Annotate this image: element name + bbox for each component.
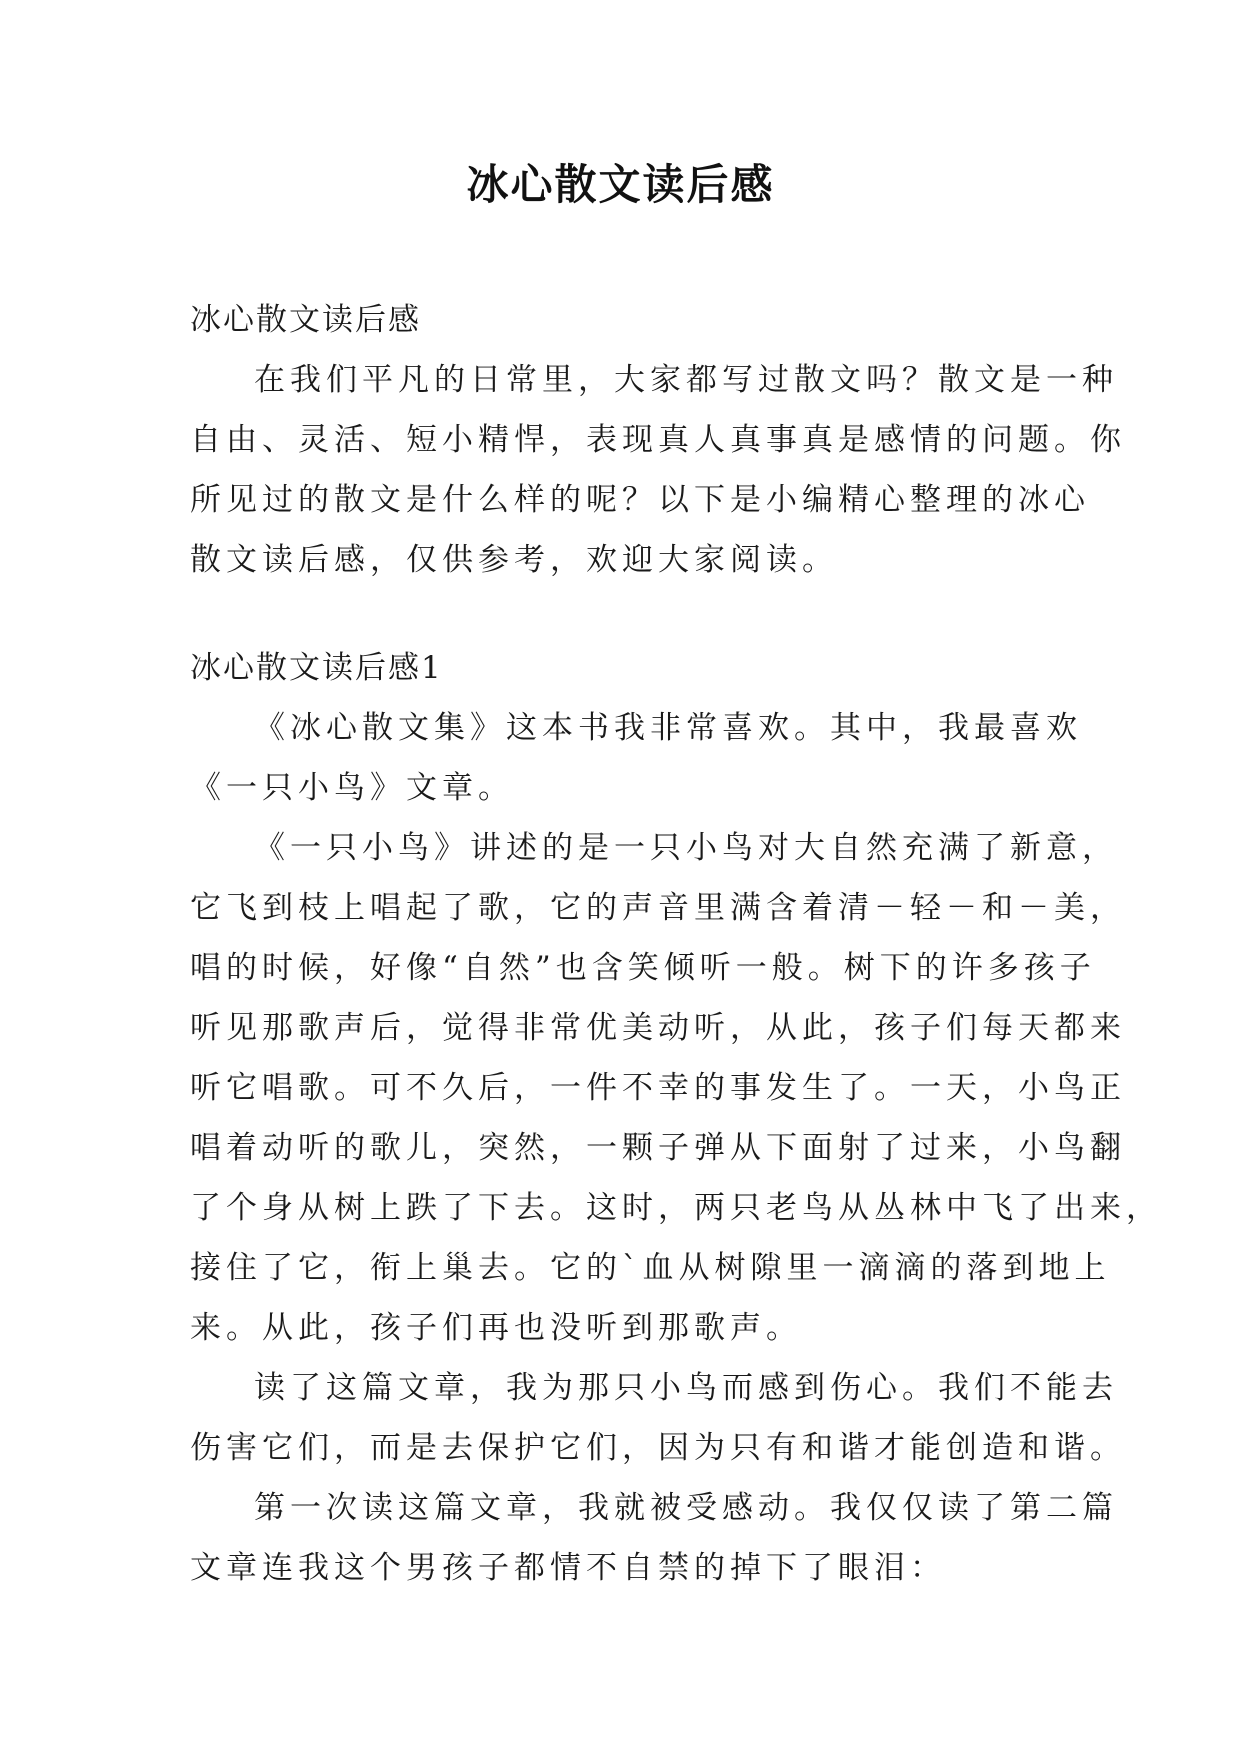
paragraph-line: 《一只小鸟》文章。 <box>190 770 514 806</box>
paragraph-line: 伤害它们，而是去保护它们，因为只有和谐才能创造和谐。 <box>190 1430 1126 1466</box>
paragraph-line: 唱着动听的歌儿，突然，一颗子弹从下面射了过来，小鸟翻 <box>190 1130 1126 1166</box>
intro-heading: 冰心散文读后感 <box>190 302 421 338</box>
document-title: 冰心散文读后感 <box>466 160 775 209</box>
paragraph-line: 听它唱歌。可不久后，一件不幸的事发生了。一天，小鸟正 <box>190 1070 1126 1106</box>
paragraph-line: 它飞到枝上唱起了歌，它的声音里满含着清－轻－和－美， <box>190 890 1126 926</box>
paragraph-line: 自由、灵活、短小精悍，表现真人真事真是感情的问题。你 <box>190 422 1126 458</box>
paragraph-line: 听见那歌声后，觉得非常优美动听，从此，孩子们每天都来 <box>190 1010 1126 1046</box>
paragraph-line: 所见过的散文是什么样的呢？以下是小编精心整理的冰心 <box>190 482 1090 518</box>
document-body <box>190 290 1162 1598</box>
part1-heading: 冰心散文读后感1 <box>190 650 443 686</box>
section-gap <box>190 590 1062 638</box>
paragraph-line: 接住了它，衔上巢去。它的`血从树隙里一滴滴的落到地上 <box>190 1250 1111 1286</box>
paragraph-line: 在我们平凡的日常里，大家都写过散文吗？散文是一种 <box>254 362 1118 398</box>
paragraph-line: 《一只小鸟》讲述的是一只小鸟对大自然充满了新意， <box>254 830 1118 866</box>
paragraph-line: 了个身从树上跌了下去。这时，两只老鸟从丛林中飞了出来， <box>190 1190 1162 1226</box>
paragraph-line: 读了这篇文章，我为那只小鸟而感到伤心。我们不能去 <box>254 1370 1118 1406</box>
paragraph-line: 散文读后感，仅供参考，欢迎大家阅读。 <box>190 542 838 578</box>
paragraph-line: 唱的时候，好像“自然”也含笑倾听一般。树下的许多孩子 <box>190 950 1096 986</box>
paragraph-line: 来。从此，孩子们再也没听到那歌声。 <box>190 1310 802 1346</box>
paragraph-line: 第一次读这篇文章，我就被受感动。我仅仅读了第二篇 <box>254 1490 1118 1526</box>
paragraph-line: 《冰心散文集》这本书我非常喜欢。其中，我最喜欢 <box>254 710 1082 746</box>
paragraph-line: 文章连我这个男孩子都情不自禁的掉下了眼泪： <box>190 1550 946 1586</box>
